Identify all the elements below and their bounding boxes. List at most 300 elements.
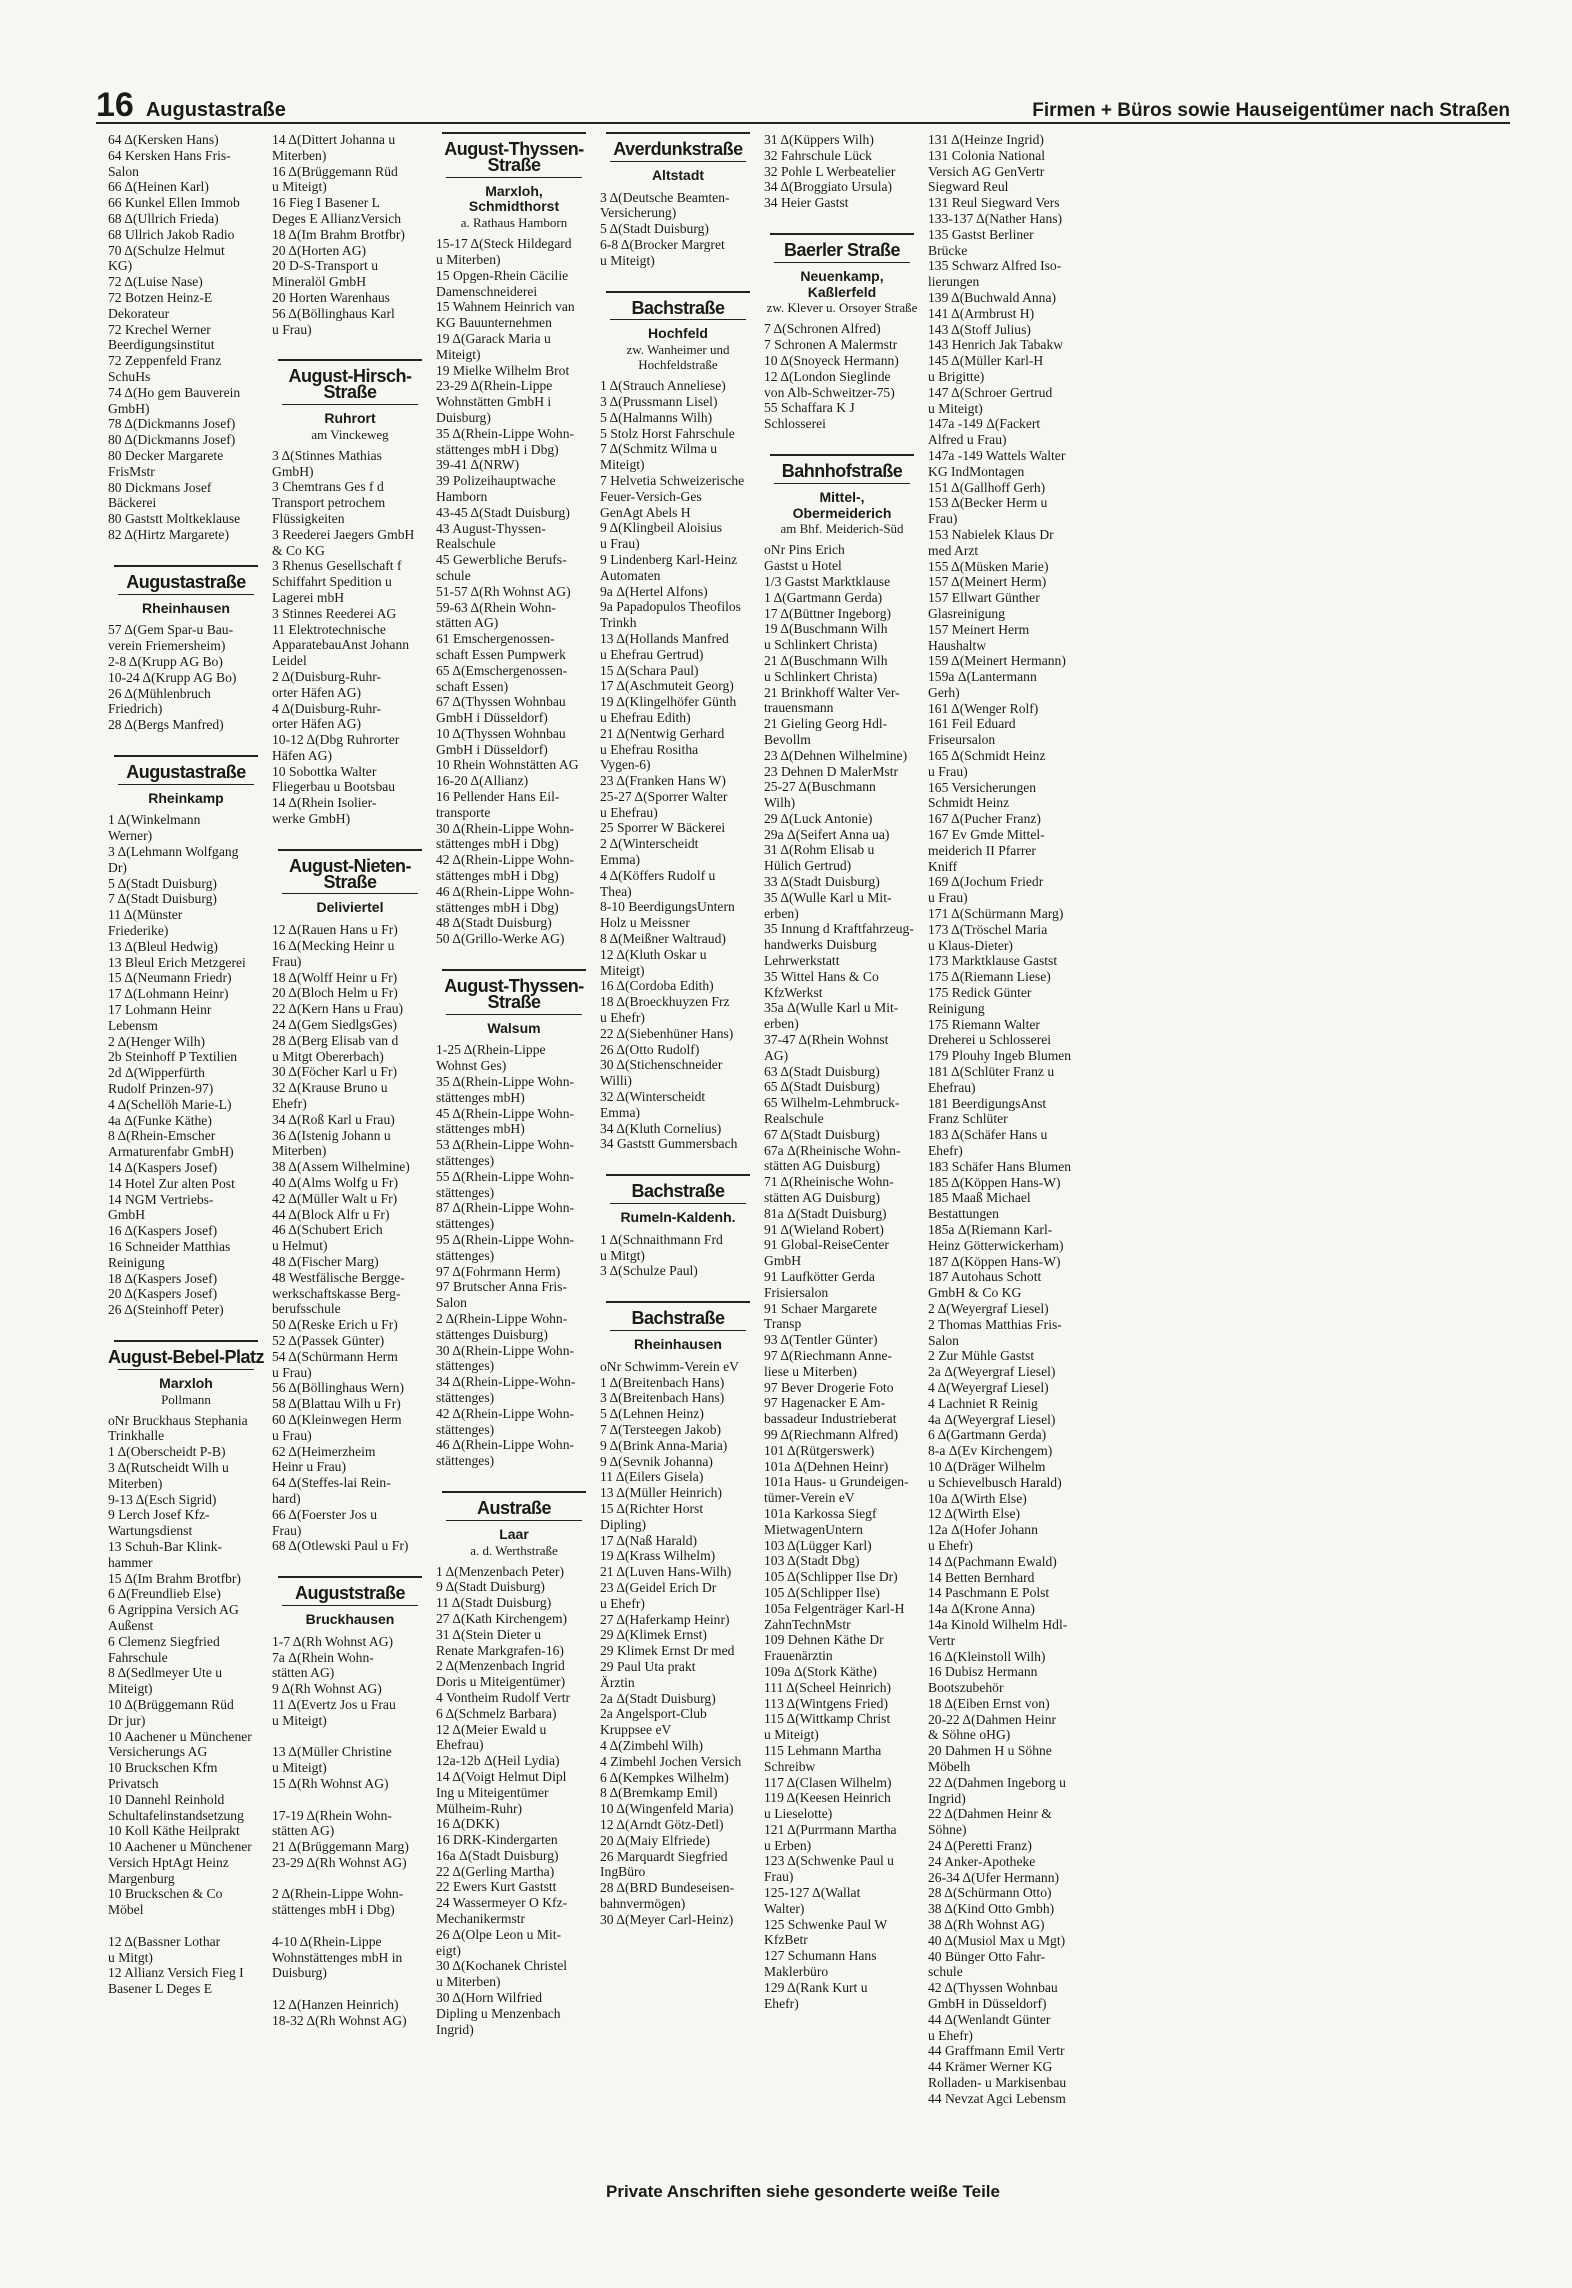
address-entry: 12 Δ(Meier Ewald u — [436, 1721, 547, 1737]
address-entry: trauensmann — [764, 700, 834, 716]
address-entry: 22 Δ(Siebenhüner Hans) — [600, 1025, 734, 1041]
address-entry: Transport petrochem — [272, 495, 386, 511]
address-entry: erben) — [764, 1016, 799, 1032]
address-entry: KG) — [108, 258, 133, 274]
address-entry: 80 Gaststt Moltkeklause — [108, 511, 241, 527]
page-number: 16 — [96, 86, 134, 124]
address-entry: u Ehefr) — [928, 1537, 973, 1553]
address-entry: Trinkhalle — [108, 1428, 165, 1444]
address-entry: 38 Δ(Rh Wohnst AG) — [928, 1917, 1045, 1933]
address-entry: 91 Global-ReiseCenter — [764, 1237, 889, 1253]
street-name: Bachstraße — [631, 1181, 725, 1202]
address-entry: 129 Δ(Rank Kurt u — [764, 1979, 868, 1995]
address-entry: Miteigt) — [108, 1681, 153, 1697]
address-entry: 62 Δ(Heimerzheim — [272, 1443, 376, 1459]
address-entry: 4a Δ(Weyergraf Liesel) — [928, 1411, 1056, 1427]
header-section-title: Firmen + Büros sowie Hauseigentümer nach Straßen — [1032, 100, 1510, 121]
address-entry: Heinz Götterwickerham) — [928, 1237, 1064, 1253]
address-entry: 32 Δ(Krause Bruno u — [272, 1080, 388, 1096]
address-entry: 8-10 BeerdigungsUntern — [600, 899, 735, 915]
address-entry: 42 Δ(Müller Walt u Fr) — [272, 1190, 398, 1206]
address-entry: 9 Δ(Rh Wohnst AG) — [272, 1681, 382, 1697]
street-name: Baerler Straße — [783, 239, 901, 260]
address-entry: 10 Δ(Wingenfeld Maria) — [600, 1801, 734, 1817]
address-entry: u Ehefrau) — [600, 804, 658, 820]
address-entry: 16a Δ(Stadt Duisburg) — [436, 1847, 559, 1863]
district-name: Marxloh — [118, 1369, 254, 1392]
address-entry: 15 Δ(Schara Paul) — [600, 662, 699, 678]
address-entry: 185 Maaß Michael — [928, 1190, 1031, 1206]
address-entry: 11 Δ(Evertz Jos u Frau — [272, 1696, 396, 1712]
address-entry: 99 Δ(Riechmann Alfred) — [764, 1426, 899, 1442]
address-entry: transporte — [436, 804, 491, 820]
address-entry: Schultafelinstandsetzung — [108, 1807, 244, 1823]
address-entry: AG) — [764, 1047, 789, 1063]
address-entry: 31 Δ(Küppers Wilh) — [764, 132, 874, 147]
address-entry: 185 Δ(Köppen Hans-W) — [928, 1174, 1061, 1190]
address-entry: 97 Bever Drogerie Foto — [764, 1379, 894, 1395]
address-entry: 17 Lohmann Heinr — [108, 1002, 212, 1018]
address-entry: 4 Lachniet R Reinig — [928, 1395, 1038, 1411]
column-6 — [928, 132, 1084, 2162]
address-entry: Duisburg) — [272, 1965, 327, 1981]
address-entry: 57 Δ(Gem Spar-u Bau- — [108, 622, 234, 638]
district-name: Altstadt — [610, 161, 746, 184]
address-entry: GmbH i Düsseldorf) — [436, 710, 548, 726]
street-name: Augustastraße — [126, 571, 246, 592]
column-4 — [600, 132, 756, 2162]
address-entry: u Miteigt) — [272, 1760, 327, 1776]
address-entry: Außenst — [108, 1617, 154, 1633]
address-entry: Brücke — [928, 242, 968, 258]
address-entry: 22 Ewers Kurt Gaststt — [436, 1879, 557, 1895]
address-entry: 115 Lehmann Martha — [764, 1742, 882, 1758]
address-entry: 12 Δ(Arndt Götz-Detl) — [600, 1816, 724, 1832]
address-entry: u Ehefr) — [600, 1595, 645, 1611]
address-entry: 71 Δ(Rheinische Wohn- — [764, 1174, 894, 1190]
address-entry: 15 Opgen-Rhein Cäcilie — [436, 267, 569, 283]
address-entry: stättenges mbH i Dbg) — [436, 868, 559, 884]
street-heading — [436, 1491, 592, 1558]
address-entry: 179 Plouhy Ingeb Blumen — [928, 1048, 1072, 1064]
address-entry: 3 Rhenus Gesellschaft f — [272, 558, 402, 574]
address-entry: 97 Δ(Riechmann Anne- — [764, 1347, 893, 1363]
address-entry: schaft Essen) — [436, 678, 509, 694]
address-entry: 8-a Δ(Ev Kirchengem) — [928, 1443, 1053, 1459]
address-entry: berufsschule — [272, 1301, 341, 1317]
column-2 — [272, 132, 428, 2162]
address-entry: 6 Δ(Gartmann Gerda) — [928, 1427, 1047, 1443]
address-entry: 1 Δ(Winkelmann — [108, 812, 201, 828]
address-entry: 26 Δ(Steinhoff Peter) — [108, 1302, 224, 1318]
address-entry: 103 Δ(Lügger Karl) — [764, 1537, 872, 1553]
address-entry: 34 Δ(Broggiato Ursula) — [764, 179, 893, 195]
address-entry: u Ehefr) — [928, 2027, 973, 2043]
address-entry: 16 Dubisz Hermann — [928, 1664, 1038, 1680]
address-entry: 121 Δ(Purrmann Martha — [764, 1821, 897, 1837]
address-entry: Lagerei mbH — [272, 589, 345, 605]
address-entry: 93 Δ(Tentler Günter) — [764, 1332, 878, 1348]
district-name: Bruckhausen — [282, 1605, 418, 1628]
address-entry: 42 Δ(Rhein-Lippe Wohn- — [436, 1405, 575, 1421]
address-entry: Fliegerbau u Bootsbau — [272, 779, 396, 795]
address-entry: 64 Kersken Hans Fris- — [108, 147, 231, 163]
address-entry: 17-19 Δ(Rhein Wohn- — [272, 1807, 392, 1823]
address-entry: 145 Δ(Müller Karl-H — [928, 353, 1044, 369]
street-location-note: Pollmann — [161, 1391, 211, 1407]
address-entry: & Söhne oHG) — [928, 1727, 1011, 1743]
address-entry: Trinkh — [600, 615, 637, 631]
address-entry: Kniff — [928, 858, 958, 874]
address-entry: Ehefrau) — [436, 1737, 484, 1753]
address-entry: Salon — [928, 1332, 959, 1348]
address-entry: 18 Δ(Im Brahm Brotfbr) — [272, 226, 405, 242]
street-location-note: zw. Wanheimer und Hochfeldstraße — [626, 342, 730, 373]
address-entry: 26 Δ(Mühlenbruch — [108, 685, 211, 701]
address-entry — [272, 1871, 428, 1887]
address-entry: 185a Δ(Riemann Karl- — [928, 1221, 1053, 1237]
address-entry: 2 Δ(Weyergraf Liesel) — [928, 1300, 1049, 1316]
address-entry: 5 Δ(Stadt Duisburg) — [108, 875, 217, 891]
address-entry: 30 Δ(Rhein-Lippe Wohn- — [436, 820, 575, 836]
address-entry: 3 Δ(Rutscheidt Wilh u — [108, 1459, 229, 1475]
address-entry: Schlosserei — [764, 416, 826, 432]
address-entry: 97 Δ(Fohrmann Herm) — [436, 1263, 561, 1279]
address-entry: Emma) — [600, 1104, 641, 1120]
address-entry: Salon — [436, 1295, 467, 1311]
address-entry: 10 Dannehl Reinhold — [108, 1791, 225, 1807]
address-entry: 18 Δ(Wolff Heinr u Fr) — [272, 969, 398, 985]
address-entry: Kruppsee eV — [600, 1722, 672, 1738]
address-entry: Dipling u Menzenbach — [436, 2005, 561, 2021]
address-entry: Margenburg — [108, 1870, 175, 1886]
address-entry: 70 Δ(Schulze Helmut — [108, 242, 225, 258]
address-entry: 143 Henrich Jak Tabakw — [928, 337, 1064, 353]
address-entry: 64 Δ(Kersken Hans) — [108, 132, 219, 147]
address-entry: 48 Westfälische Bergge- — [272, 1269, 405, 1285]
address-entry: 4 Vontheim Rudolf Vertr — [436, 1689, 571, 1705]
address-entry: 72 Botzen Heinz-E — [108, 289, 213, 305]
address-entry: 15 Δ(Im Brahm Brotfbr) — [108, 1570, 241, 1586]
address-entry: 2 Thomas Matthias Fris- — [928, 1316, 1062, 1332]
street-heading — [764, 454, 920, 536]
address-entry: 181 BeerdigungsAnst — [928, 1095, 1047, 1111]
address-entry: 34 Δ(Kluth Cornelius) — [600, 1120, 722, 1136]
address-entry: 2a Δ(Stadt Duisburg) — [600, 1690, 716, 1706]
address-entry: Ärztin — [600, 1674, 635, 1690]
address-entry: 125 Schwenke Paul W — [764, 1916, 888, 1932]
street-name: Bahnhofstraße — [781, 460, 903, 481]
address-entry: 159a Δ(Lantermann — [928, 669, 1037, 685]
address-entry: Versicherung) — [600, 205, 677, 221]
address-entry: 20 D-S-Transport u — [272, 258, 378, 274]
address-entry: 15 Δ(Richter Horst — [600, 1500, 704, 1516]
address-entry: 2a Angelsport-Club — [600, 1706, 707, 1722]
address-entry: stättenges mbH i Dbg) — [272, 1902, 395, 1918]
address-entry: 29 Δ(Klimek Ernst) — [600, 1627, 707, 1643]
address-entry: 2b Steinhoff P Textilien — [108, 1049, 238, 1065]
district-name: Rheinhausen — [118, 594, 254, 617]
address-entry: u Ehefrau Rositha — [600, 741, 699, 757]
address-entry: 10 Aachener u Münchener — [108, 1728, 252, 1744]
address-entry: 3 Stinnes Reederei AG — [272, 605, 397, 621]
address-entry: 10 Rhein Wohnstätten AG — [436, 757, 579, 773]
address-entry: 11 Δ(Eilers Gisela) — [600, 1469, 704, 1485]
address-entry: bahnvermögen) — [600, 1895, 686, 1911]
address-entry: 23 Δ(Dehnen Wilhelmine) — [764, 747, 908, 763]
address-entry: 40 Δ(Alms Wolfg u Fr) — [272, 1175, 398, 1191]
address-entry: Ingrid) — [928, 1790, 966, 1806]
address-entry: u Mitgt Obererbach) — [272, 1048, 384, 1064]
address-entry: 21 Gieling Georg Hdl- — [764, 716, 888, 732]
address-entry: werke GmbH) — [272, 811, 351, 827]
address-entry: 33 Δ(Stadt Duisburg) — [764, 874, 880, 890]
address-entry: u Frau) — [600, 536, 640, 552]
address-entry: Ehefr) — [272, 1096, 307, 1112]
address-entry: 12 Δ(Rauen Hans u Fr) — [272, 922, 398, 938]
address-entry: 13 Schuh-Bar Klink- — [108, 1538, 223, 1554]
address-entry: 40 Bünger Otto Fahr- — [928, 1948, 1046, 1964]
address-entry: 151 Δ(Gallhoff Gerh) — [928, 479, 1046, 495]
address-entry: 14 Betten Bernhard — [928, 1569, 1035, 1585]
address-entry: 29 Klimek Ernst Dr med — [600, 1643, 735, 1659]
address-entry: 1 Δ(Strauch Anneliese) — [600, 378, 726, 394]
address-entry: Fahrschule — [108, 1649, 168, 1665]
address-entry: 7 Helvetia Schweizerische — [600, 472, 745, 488]
address-entry: 2 Δ(Winterscheidt — [600, 836, 699, 852]
address-entry: GmbH & Co KG — [928, 1285, 1022, 1301]
address-entry: 48 Δ(Fischer Marg) — [272, 1254, 379, 1269]
address-entry: 4 Δ(Schellöh Marie-L) — [108, 1096, 232, 1112]
address-entry: Mechanikermstr — [436, 1911, 526, 1927]
address-entry: 80 Decker Margarete — [108, 447, 224, 463]
address-entry: u Schlinkert Christa) — [764, 668, 878, 684]
address-entry: Maklerbüro — [764, 1964, 829, 1980]
address-entry: 39 Polizeihauptwache — [436, 473, 556, 489]
address-entry: 167 Δ(Pucher Franz) — [928, 811, 1041, 827]
address-entry: 38 Δ(Assem Wilhelmine) — [272, 1159, 410, 1175]
street-location-note: zw. Klever u. Orsoyer Straße — [766, 300, 918, 316]
address-entry: 24 Δ(Gem SiedlgsGes) — [272, 1017, 398, 1033]
address-entry: 10-12 Δ(Dbg Ruhrorter — [272, 732, 400, 748]
address-entry: handwerks Duisburg — [764, 937, 877, 953]
address-entry: Dipling) — [600, 1516, 647, 1532]
address-entry: bassadeur Industrieberat — [764, 1411, 897, 1427]
address-entry: stättenges) — [436, 1216, 495, 1232]
address-entry: 15 Δ(Neumann Friedr) — [108, 970, 232, 986]
address-entry: u Miteigt) — [928, 400, 983, 416]
address-entry: 14a Δ(Krone Anna) — [928, 1601, 1035, 1617]
address-entry: 36 Δ(Istenig Johann u — [272, 1127, 391, 1143]
address-entry: 35 Δ(Rhein-Lippe Wohn- — [436, 425, 575, 441]
address-entry: 131 Δ(Heinze Ingrid) — [928, 132, 1044, 147]
address-entry: stättenges) — [436, 1358, 495, 1374]
address-entry: 175 Redick Günter — [928, 985, 1032, 1001]
address-entry: 66 Δ(Heinen Karl) — [108, 179, 209, 195]
address-entry: u Frau) — [272, 321, 312, 337]
address-entry: 10 Δ(Snoyeck Hermann) — [764, 352, 899, 368]
address-entry: u Schlinkert Christa) — [764, 637, 878, 653]
address-entry: 14 NGM Vertriebs- — [108, 1191, 214, 1207]
address-entry: 28 Δ(Bergs Manfred) — [108, 717, 224, 733]
address-entry: 14 Δ(Voigt Helmut Dipl — [436, 1768, 567, 1784]
address-entry: 32 Δ(Winterscheidt — [600, 1089, 706, 1105]
address-entry: 6-8 Δ(Brocker Margret — [600, 236, 725, 252]
address-entry: Alfred u Frau) — [928, 432, 1007, 448]
address-entry: 4 Δ(Duisburg-Ruhr- — [272, 700, 382, 716]
address-entry: 20 Dahmen H u Söhne — [928, 1743, 1052, 1759]
address-entry: 147a -149 Wattels Walter — [928, 447, 1066, 463]
address-entry: 3 Reederei Jaegers GmbH — [272, 526, 415, 542]
district-name: Deliviertel — [282, 893, 418, 916]
address-entry: 20 Δ(Bloch Helm u Fr) — [272, 985, 398, 1001]
address-entry: 165 Versicherungen — [928, 779, 1037, 795]
address-entry: 45 Gewerbliche Berufs- — [436, 552, 567, 568]
address-entry: 10 Δ(Thyssen Wohnbau — [436, 725, 566, 741]
address-entry: 80 Δ(Dickmanns Josef) — [108, 432, 236, 448]
district-name: Walsum — [446, 1014, 582, 1037]
address-entry: 13 Bleul Erich Metzgerei — [108, 954, 246, 970]
address-entry: 22 Δ(Dahmen Heinr & — [928, 1806, 1052, 1822]
address-entry: 21 Δ(Luven Hans-Wilh) — [600, 1564, 732, 1580]
address-entry: Schmidt Heinz — [928, 795, 1010, 811]
address-entry: 1 Δ(Menzenbach Peter) — [436, 1563, 565, 1579]
address-entry: Basener L Deges E — [108, 1981, 213, 1997]
address-entry: 169 Δ(Jochum Friedr — [928, 874, 1044, 890]
address-entry: 1-25 Δ(Rhein-Lippe — [436, 1042, 546, 1058]
address-entry: 44 Krämer Werner KG — [928, 2059, 1053, 2075]
address-entry: Gastst u Hotel — [764, 558, 842, 574]
address-entry: KfzBetr — [764, 1932, 808, 1948]
address-entry: Söhne) — [928, 1822, 967, 1838]
address-entry: Wohnstättenges mbH in — [272, 1949, 403, 1965]
address-entry: 67a Δ(Rheinische Wohn- — [764, 1142, 901, 1158]
address-entry: 18 Δ(Broeckhuyzen Frz — [600, 994, 730, 1010]
address-entry: 24 Δ(Peretti Franz) — [928, 1838, 1032, 1854]
address-entry: 78 Δ(Dickmanns Josef) — [108, 416, 236, 432]
address-entry: GenAgt Abels H — [600, 504, 691, 520]
address-entry: 13 Δ(Bleul Hedwig) — [108, 938, 218, 954]
address-entry: 19 Δ(Buschmann Wilh — [764, 621, 888, 637]
address-entry: 12 Allianz Versich Fieg I — [108, 1965, 244, 1981]
address-entry: 7 Δ(Stadt Duisburg) — [108, 891, 217, 907]
address-entry: u Ehefrau Edith) — [600, 709, 691, 725]
address-entry: 6 Clemenz Siegfried — [108, 1633, 220, 1649]
address-entry: u Ehefrau Gertrud) — [600, 646, 704, 662]
address-entry: 16-20 Δ(Allianz) — [436, 773, 529, 789]
address-entry: 187 Δ(Köppen Hans-W) — [928, 1253, 1061, 1269]
address-entry: 66 Δ(Foerster Jos u — [272, 1506, 378, 1522]
address-entry: 16 Schneider Matthias — [108, 1239, 231, 1254]
street-name: August-Hirsch-Straße — [288, 366, 412, 403]
street-heading — [108, 1340, 264, 1407]
address-entry: Miterben) — [108, 1475, 163, 1491]
address-entry: 23 Δ(Geidel Erich Dr — [600, 1579, 717, 1595]
address-entry: Frauenärztin — [764, 1648, 833, 1664]
address-entry: 40 Δ(Musiol Max u Mgt) — [928, 1932, 1066, 1948]
address-entry: 21 Brinkhoff Walter Ver- — [764, 684, 900, 700]
address-entry: orter Häfen AG) — [272, 716, 362, 732]
address-entry: 23 Δ(Franken Hans W) — [600, 773, 726, 789]
address-entry: 91 Laufkötter Gerda — [764, 1269, 875, 1284]
address-entry: Friederike) — [108, 923, 169, 939]
address-entry: 39-41 Δ(NRW) — [436, 457, 520, 473]
address-entry: Siegward Reul — [928, 179, 1009, 195]
address-entry: 17 Δ(Aschmuteit Georg) — [600, 678, 734, 694]
address-entry: Realschule — [764, 1111, 824, 1127]
address-entry: 153 Δ(Becker Herm u — [928, 495, 1048, 511]
address-entry: Reinigung — [108, 1254, 165, 1270]
address-entry: Dr jur) — [108, 1712, 146, 1728]
column-5 — [764, 132, 920, 2162]
address-entry: 28 Δ(Berg Elisab van d — [272, 1032, 399, 1048]
address-entry: stätten AG) — [272, 1665, 335, 1681]
address-entry: 21 Δ(Buschmann Wilh — [764, 652, 888, 668]
address-entry: 43 August-Thyssen- — [436, 520, 546, 536]
address-entry: u Miterben) — [436, 251, 501, 267]
address-entry: u Brigitte) — [928, 368, 985, 384]
address-entry — [272, 1918, 428, 1934]
address-entry: Friseursalon — [928, 732, 996, 748]
street-name: Bachstraße — [631, 297, 725, 318]
address-entry: 56 Δ(Böllinghaus Wern) — [272, 1380, 404, 1396]
address-entry: 35 Wittel Hans & Co — [764, 968, 879, 984]
address-entry: schule — [436, 567, 471, 583]
address-entry: 25-27 Δ(Sporrer Walter — [600, 788, 728, 804]
address-entry: 68 Δ(Ullrich Frieda) — [108, 210, 219, 226]
street-name: Augustastraße — [126, 761, 246, 782]
address-entry: 143 Δ(Stoff Julius) — [928, 321, 1031, 337]
address-entry: 21 Δ(Brüggemann Marg) — [272, 1839, 409, 1855]
address-entry: 34 Heier Gastst — [764, 195, 849, 211]
address-entry: 32 Pohle L Werbeatelier — [764, 163, 896, 179]
address-entry: stättenges mbH) — [436, 1121, 525, 1137]
address-entry: 81a Δ(Stadt Duisburg) — [764, 1205, 887, 1221]
address-entry: 30 Δ(Kochanek Christel — [436, 1958, 568, 1974]
address-entry: 10-24 Δ(Krupp AG Bo) — [108, 669, 237, 685]
address-entry: von Alb-Schweitzer-75) — [764, 384, 895, 400]
district-name: Laar — [446, 1520, 582, 1543]
address-entry: 56 Δ(Böllinghaus Karl — [272, 305, 395, 321]
district-name: Marxloh, Schmidthorst — [446, 177, 582, 216]
address-entry: 101 Δ(Rütgerswerk) — [764, 1442, 875, 1458]
address-entry: stätten AG Duisburg) — [764, 1158, 881, 1174]
address-entry: Bevollm — [764, 731, 811, 747]
address-entry: GmbH in Düsseldorf) — [928, 1996, 1047, 2012]
address-entry: 65 Δ(Emschergenossen- — [436, 662, 568, 678]
address-entry: 54 Δ(Schürmann Herm — [272, 1348, 398, 1364]
address-entry: 91 Schaer Margarete — [764, 1300, 877, 1316]
address-entry: stättenges) — [436, 1247, 495, 1263]
address-entry: 119 Δ(Keesen Heinrich — [764, 1790, 891, 1806]
address-entry: 147 Δ(Schroer Gertrud — [928, 384, 1053, 400]
address-entry: 109a Δ(Stork Käthe) — [764, 1663, 877, 1679]
address-entry: u Frau) — [928, 763, 968, 779]
address-entry: 42 Δ(Thyssen Wohnbau — [928, 1980, 1058, 1996]
street-name: Averdunkstraße — [613, 139, 743, 159]
address-entry: Ehefr) — [928, 1143, 963, 1158]
address-entry: 61 Emschergenossen- — [436, 631, 555, 647]
district-name: Neuenkamp, Kaßlerfeld — [774, 262, 910, 301]
address-entry: 157 Ellwart Günther — [928, 590, 1040, 606]
address-entry: Rolladen- u Markisenbau — [928, 2075, 1067, 2091]
address-entry: 6 Δ(Kempkes Wilhelm) — [600, 1769, 729, 1785]
header-street: Augustastraße — [145, 99, 286, 121]
address-entry: Dr) — [108, 859, 127, 875]
address-entry: Thea) — [600, 883, 632, 899]
address-entry: 31 Δ(Stein Dieter u — [436, 1626, 542, 1642]
address-entry: Möbel — [108, 1902, 144, 1918]
